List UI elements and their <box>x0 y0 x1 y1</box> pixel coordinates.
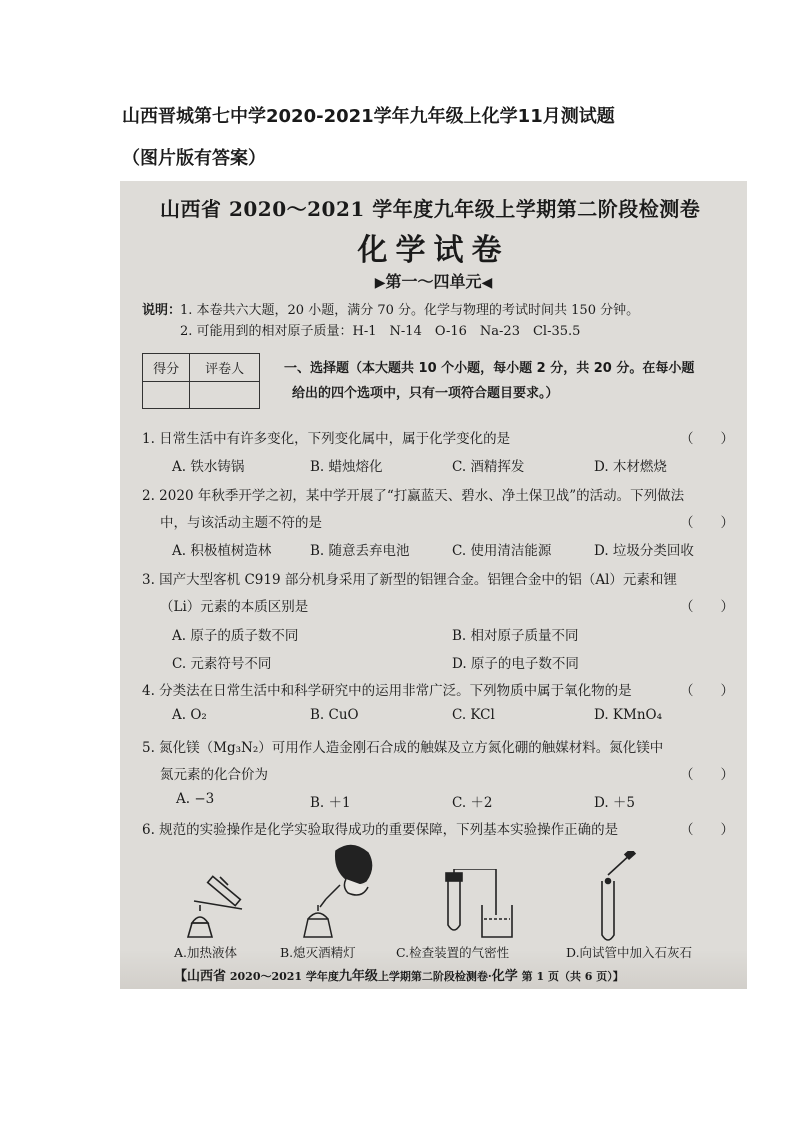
question-3-cont: （Li）元素的本质区别是 <box>160 599 309 615</box>
caption-a: A.加热液体 <box>174 945 238 960</box>
answer-paren-6: （ ） <box>680 822 734 838</box>
airtightness-figure <box>438 869 518 945</box>
triangle-right-icon: ▶ <box>374 275 386 291</box>
q3-option-b: B. 相对原子质量不同 <box>452 628 579 644</box>
section-1-heading-cont: 给出的四个选项中，只有一项符合题目要求。） <box>292 386 559 401</box>
section-1-heading: 一、选择题（本大题共 10 个小题，每小题 2 分，共 20 分。在每小题 <box>284 361 695 376</box>
answer-paren-4: （ ） <box>680 683 734 699</box>
footer-grade: 九年级 <box>338 969 378 984</box>
answer-paren-5: （ ） <box>680 767 734 783</box>
answer-paren-3: （ ） <box>680 599 734 615</box>
caption-d: D.向试管中加入石灰石 <box>566 945 693 960</box>
exam-photo <box>120 181 747 989</box>
score-cell <box>143 381 190 409</box>
units-banner <box>120 269 747 292</box>
question-3: 3. 国产大型客机 C919 部分机身采用了新型的铝锂合金。铝锂合金中的铝（Al）元素和锂 <box>142 572 677 588</box>
q2-option-b: B. 随意丢弃电池 <box>310 543 410 559</box>
note-1: 1. 本卷共六大题，20 小题，满分 70 分。化学与物理的考试时间共 150 分钟。 <box>180 303 640 318</box>
answer-paren-1: （ ） <box>680 431 734 447</box>
exam-header: 山西省 2020～2021 学年度九年级上学期第二阶段检测卷 <box>160 197 701 221</box>
q2-option-d: D. 垃圾分类回收 <box>594 543 694 559</box>
footer-rest: 上学期第二阶段检测卷· <box>377 970 492 983</box>
footer-province: 【山西省 <box>174 969 227 984</box>
note-2: 2. 可能用到的相对原子质量：H-1 N-14 O-16 Na-23 Cl-35.5 <box>180 324 581 339</box>
q5-option-b: B. ＋1 <box>310 795 351 811</box>
q1-option-b: B. 蜡烛熔化 <box>310 459 383 475</box>
q2-option-a: A. 积极植树造林 <box>172 543 272 559</box>
q4-option-d: D. KMnO₄ <box>594 707 663 723</box>
caption-b: B.熄灭酒精灯 <box>280 945 356 960</box>
footer-subject: 化学 <box>491 969 518 984</box>
note-label: 说明： <box>142 303 182 318</box>
heating-liquid-figure <box>180 871 260 941</box>
exam-footer <box>174 965 624 984</box>
q3-option-a: A. 原子的质子数不同 <box>172 628 299 644</box>
q3-option-c: C. 元素符号不同 <box>172 656 272 672</box>
q4-option-a: A. O₂ <box>172 707 207 723</box>
score-header: 得分 <box>143 354 190 382</box>
score-table <box>142 353 260 409</box>
question-4: 4. 分类法在日常生活中和科学研究中的运用非常广泛。下列物质中属于氧化物的是 <box>142 683 632 699</box>
caption-c: C.检查装置的气密性 <box>396 945 510 960</box>
q5-option-c: C. ＋2 <box>452 795 493 811</box>
q4-option-c: C. KCl <box>452 707 495 723</box>
q3-option-d: D. 原子的电子数不同 <box>452 656 579 672</box>
add-limestone-figure <box>588 851 648 947</box>
question-5-cont: 氮元素的化合价为 <box>160 767 268 783</box>
answer-paren-2: （ ） <box>680 515 734 531</box>
document-subtitle: （图片版有答案） <box>122 148 266 169</box>
footer-page: 第 1 页（共 6 页）】 <box>521 970 624 983</box>
grader-header: 评卷人 <box>190 354 260 382</box>
document-title: 山西晋城第七中学2020-2021学年九年级上化学11月测试题 <box>122 106 615 127</box>
q1-option-c: C. 酒精挥发 <box>452 459 525 475</box>
q1-option-d: D. 木材燃烧 <box>594 459 667 475</box>
exam-subject: 化学试卷 <box>357 233 510 268</box>
grader-cell <box>190 381 260 409</box>
question-6: 6. 规范的实验操作是化学实验取得成功的重要保障，下列基本实验操作正确的是 <box>142 822 619 838</box>
units-label: 第一～四单元 <box>385 272 482 291</box>
question-2-cont: 中，与该活动主题不符的是 <box>160 515 322 531</box>
question-1: 1. 日常生活中有许多变化，下列变化属中，属于化学变化的是 <box>142 431 511 447</box>
question-2: 2. 2020 年秋季开学之初，某中学开展了“打赢蓝天、碧水、净土保卫战”的活动。下列做法 <box>142 488 685 504</box>
q5-option-a: A. −3 <box>176 791 215 807</box>
q4-option-b: B. CuO <box>310 707 359 723</box>
question-5: 5. 氮化镁（Mg₃N₂）可用作人造金刚石合成的触媒及立方氮化硼的触媒材料。氮化镁中 <box>142 740 664 756</box>
triangle-left-icon: ◀ <box>481 275 493 291</box>
q1-option-a: A. 铁水铸锅 <box>172 459 245 475</box>
extinguish-lamp-figure <box>290 841 400 941</box>
q5-option-d: D. ＋5 <box>594 795 636 811</box>
footer-years: 2020～2021 学年度 <box>229 970 339 983</box>
q2-option-c: C. 使用清洁能源 <box>452 543 552 559</box>
